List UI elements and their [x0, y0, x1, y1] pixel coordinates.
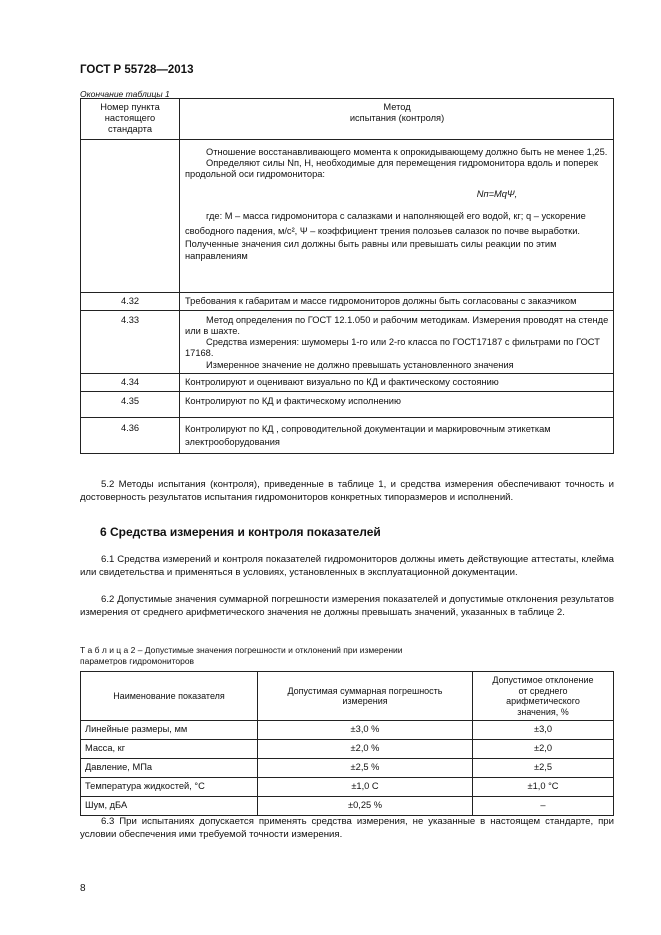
- table-cell: ±2,0: [473, 740, 614, 759]
- table2-col1-header: Наименование показателя: [81, 672, 258, 721]
- paragraph-6-1: 6.1 Средства измерений и контроля показателей гидромониторов должны иметь действующие аттестаты, клейма или свидетельства и применяться в условиях, установленных в эксплуатационной документации.: [80, 554, 614, 578]
- table-row: [81, 292, 614, 310]
- table-cell: Контролируют и оценивают визуально по КД и фактическому состоянию: [180, 373, 614, 391]
- table-cell: [180, 310, 614, 373]
- table2-caption-line1: Т а б л и ц а 2 – Допустимые значения погрешности и отклонений при измерении: [80, 645, 403, 655]
- table2-col3-header: Допустимое отклонение от среднего арифметического значения, %: [473, 672, 614, 721]
- table-cell: ±0,25 %: [258, 797, 473, 816]
- table1: [80, 98, 614, 454]
- table2-caption-line2: параметров гидромониторов: [80, 656, 195, 666]
- table-cell: 4.34: [81, 373, 180, 391]
- table-cell: 4.36: [81, 418, 180, 454]
- section-6-title: 6 Средства измерения и контроля показателей: [100, 525, 381, 539]
- table-cell: Температура жидкостей, °С: [81, 778, 258, 797]
- paragraph-5-2: 5.2 Методы испытания (контроля), приведенные в таблице 1, и средства измерения обеспечивают точность и достоверность результатов испытания гидромониторов конкретных типоразмеров и исполнений.: [80, 479, 614, 503]
- table-cell: 4.32: [81, 292, 180, 310]
- table-row: [81, 778, 614, 797]
- table-cell: [81, 139, 180, 292]
- table-row: [81, 139, 614, 292]
- table2-header-row: [81, 672, 614, 721]
- table-cell: –: [473, 797, 614, 816]
- table-cell: Линейные размеры, мм: [81, 721, 258, 740]
- table-row: [81, 721, 614, 740]
- paragraph: Метод определения по ГОСТ 12.1.050 и рабочим методикам. Измерения проводят на стенде или в шахте.: [185, 314, 609, 337]
- table-cell: 4.35: [81, 392, 180, 418]
- table-cell: Требования к габаритам и массе гидромониторов должны быть согласованы с заказчиком: [180, 292, 614, 310]
- table-cell: ±1,0 °С: [473, 778, 614, 797]
- table-row: [81, 310, 614, 373]
- table-row: [81, 740, 614, 759]
- table2-caption: [80, 645, 403, 667]
- table1-col2-header: [180, 99, 614, 140]
- table-row: [81, 373, 614, 391]
- table-row: [81, 797, 614, 816]
- paragraph-6-2: 6.2 Допустимые значения суммарной погрешности измерения показателей и допустимые отклонения результатов измерения от среднего арифметического значения не должны превышать значений, указанных в таблице 2.: [80, 594, 614, 618]
- paragraph: где: М – масса гидромонитора с салазками и наполняющей его водой, кг; q – ускорение свободного падения, м/с², Ψ – коэффициент трения полозьев салазок по почве выработки.: [185, 211, 586, 237]
- table-cell: Масса, кг: [81, 740, 258, 759]
- document-header: ГОСТ Р 55728—2013: [80, 64, 194, 76]
- table1-caption: Окончание таблицы 1: [80, 89, 170, 99]
- table-cell: 4.33: [81, 310, 180, 373]
- table1-col2-header-line2: испытания (контроля): [349, 113, 445, 124]
- paragraph-6-3: 6.3 При испытаниях допускается применять средства измерения, не указанные в настоящем стандарте, при условии обеспечения ими требуемой точности измерения.: [80, 816, 614, 840]
- paragraph: Полученные значения сил должны быть равны или превышать силы реакции по этим направлениям: [185, 239, 557, 261]
- paragraph: Измеренное значение не должно превышать установленного значения: [206, 359, 514, 370]
- table2: [80, 671, 614, 816]
- table2-col2-header: Допустимая суммарная погрешность измерения: [258, 672, 473, 721]
- table-row: [81, 392, 614, 418]
- table-cell: Контролируют по КД и фактическому исполнению: [180, 392, 614, 418]
- table-row: [81, 418, 614, 454]
- paragraph: Отношение восстанавливающего момента к опрокидывающему должно быть не менее 1,25.: [206, 146, 608, 157]
- table-cell: ±2,0 %: [258, 740, 473, 759]
- table-cell: ±2,5: [473, 759, 614, 778]
- table-cell: [180, 139, 614, 292]
- page-number: 8: [80, 883, 86, 894]
- table-cell: Давление, МПа: [81, 759, 258, 778]
- table-cell: ±3,0 %: [258, 721, 473, 740]
- table-cell: Шум, дБА: [81, 797, 258, 816]
- paragraph: Средства измерения: шумомеры 1-го или 2-го класса по ГОСТ17187 с фильтрами по ГОСТ 17168.: [185, 337, 600, 359]
- table-cell: ±2,5 %: [258, 759, 473, 778]
- table-cell: Контролируют по КД , сопроводительной документации и маркировочным этикеткам электрооборудования: [180, 418, 614, 454]
- paragraph: Определяют силы Nп, Н, необходимые для перемещения гидромонитора вдоль и поперек продольной оси гидромонитора:: [185, 157, 598, 180]
- table-row: [81, 759, 614, 778]
- formula: Nп=MqΨ,: [476, 189, 518, 200]
- table1-header-row: [81, 99, 614, 140]
- table1-col1-header: Номер пункта настоящего стандарта: [81, 99, 180, 140]
- table1-col2-header-line1: Метод: [383, 102, 411, 112]
- table-cell: ±3,0: [473, 721, 614, 740]
- table-cell: ±1,0 С: [258, 778, 473, 797]
